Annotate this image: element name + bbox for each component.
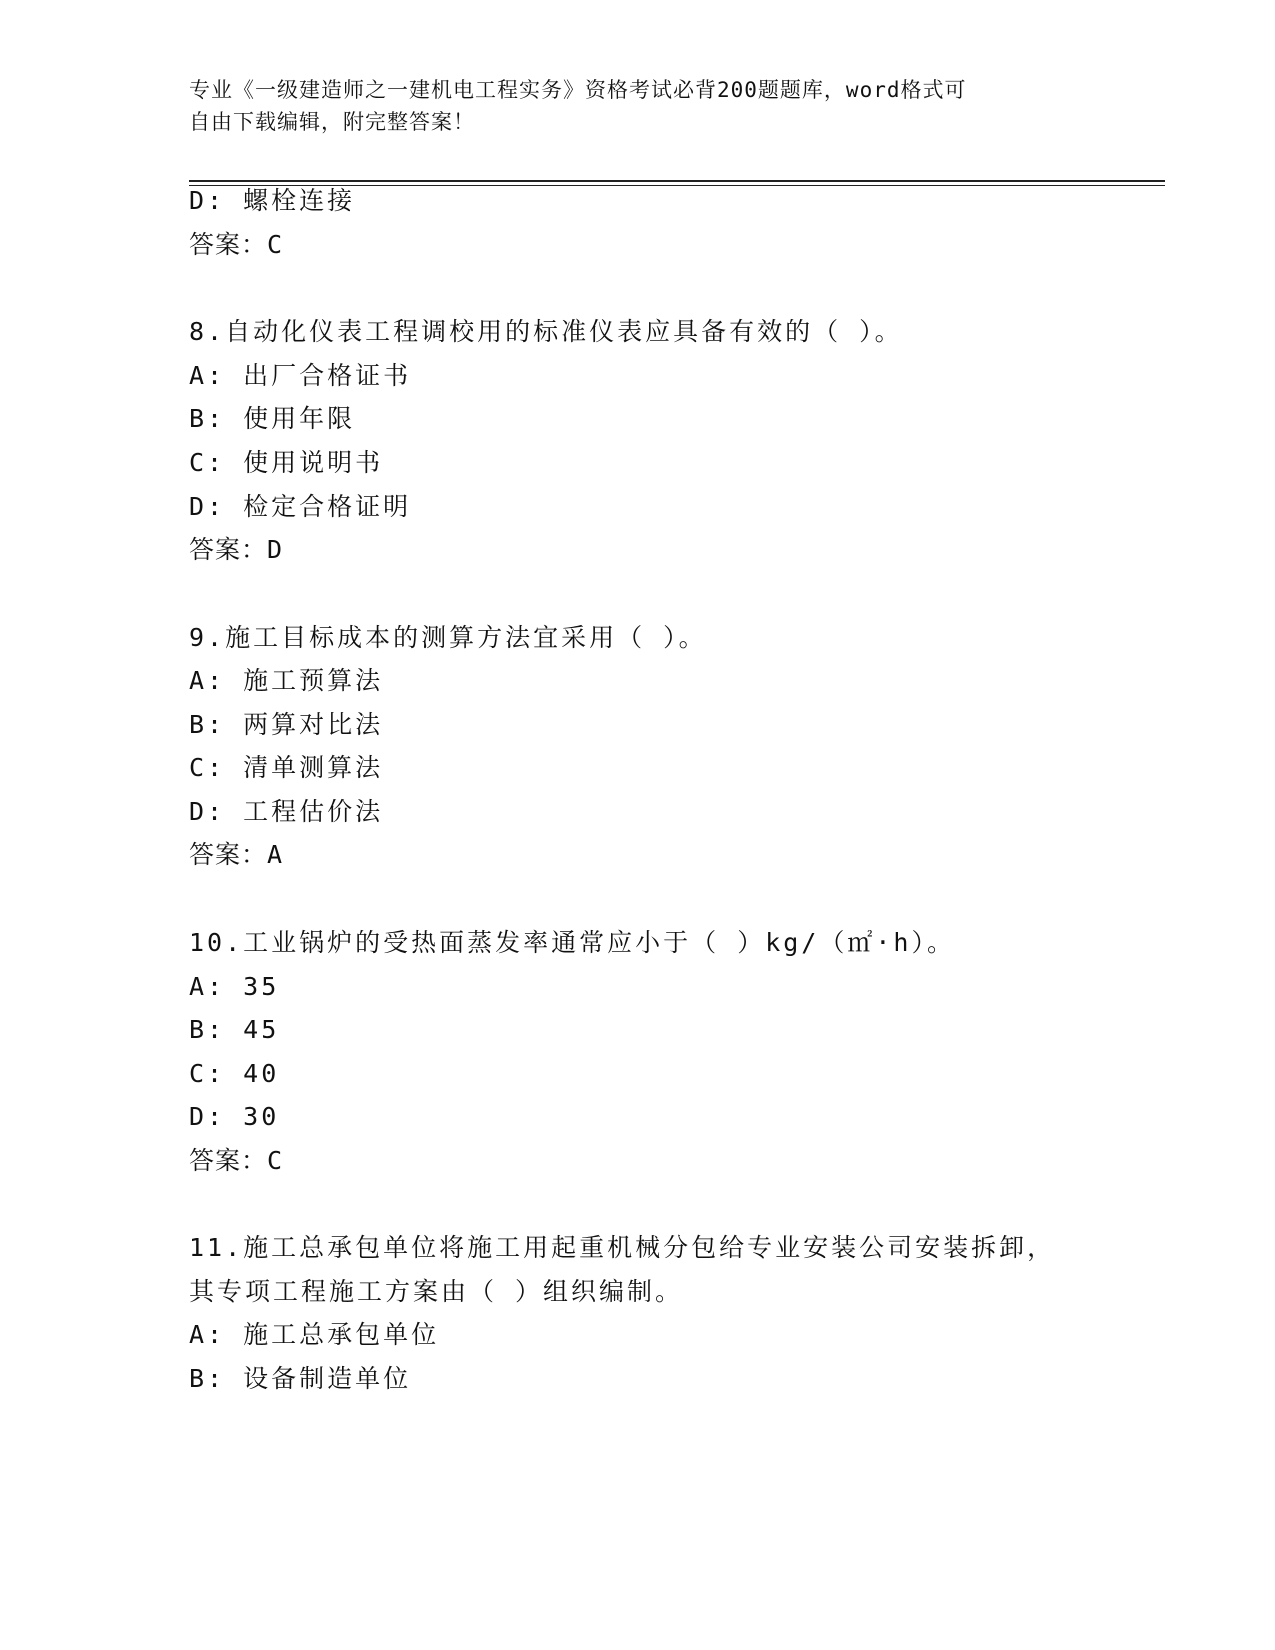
question-9-option-a: A: 施工预算法 <box>189 666 384 695</box>
question-8-option-a: A: 出厂合格证书 <box>189 361 412 390</box>
option-d: D: 螺栓连接 <box>189 186 356 215</box>
question-10-stem: 10.工业锅炉的受热面蒸发率通常应小于（ ）kg/（㎡·h）。 <box>189 928 955 957</box>
question-10-option-d: D: 30 <box>189 1102 280 1131</box>
question-8-answer: 答案：D <box>189 535 284 564</box>
question-8-option-c: C: 使用说明书 <box>189 448 384 477</box>
answer-line: 答案：C <box>189 230 284 259</box>
question-9-option-b: B: 两算对比法 <box>189 710 384 739</box>
header-line-2: 自由下载编辑，附完整答案！ <box>189 110 475 134</box>
header-divider-thick <box>189 180 1165 182</box>
question-9-option-c: C: 清单测算法 <box>189 753 384 782</box>
question-10-option-a: A: 35 <box>189 972 280 1001</box>
question-10-option-b: B: 45 <box>189 1015 280 1044</box>
question-11-option-b: B: 设备制造单位 <box>189 1364 412 1393</box>
question-9-stem: 9.施工目标成本的测算方法宜采用（ ）。 <box>189 623 707 652</box>
question-9-option-d: D: 工程估价法 <box>189 797 384 826</box>
question-11-option-a: A: 施工总承包单位 <box>189 1320 440 1349</box>
question-10-answer: 答案：C <box>189 1146 284 1175</box>
page-header <box>189 74 1089 138</box>
question-10-option-c: C: 40 <box>189 1059 280 1088</box>
question-11-stem-line-2: 其专项工程施工方案由（ ）组织编制。 <box>189 1277 684 1306</box>
question-11-stem-line-1: 11.施工总承包单位将施工用起重机械分包给专业安装公司安装拆卸， <box>189 1233 1056 1262</box>
question-8-option-d: D: 检定合格证明 <box>189 492 412 521</box>
question-9-answer: 答案：A <box>189 840 284 869</box>
question-8-option-b: B: 使用年限 <box>189 404 356 433</box>
header-line-1: 专业《一级建造师之一建机电工程实务》资格考试必背200题题库，word格式可 <box>189 78 967 102</box>
question-8-stem: 8.自动化仪表工程调校用的标准仪表应具备有效的（ ）。 <box>189 317 903 346</box>
